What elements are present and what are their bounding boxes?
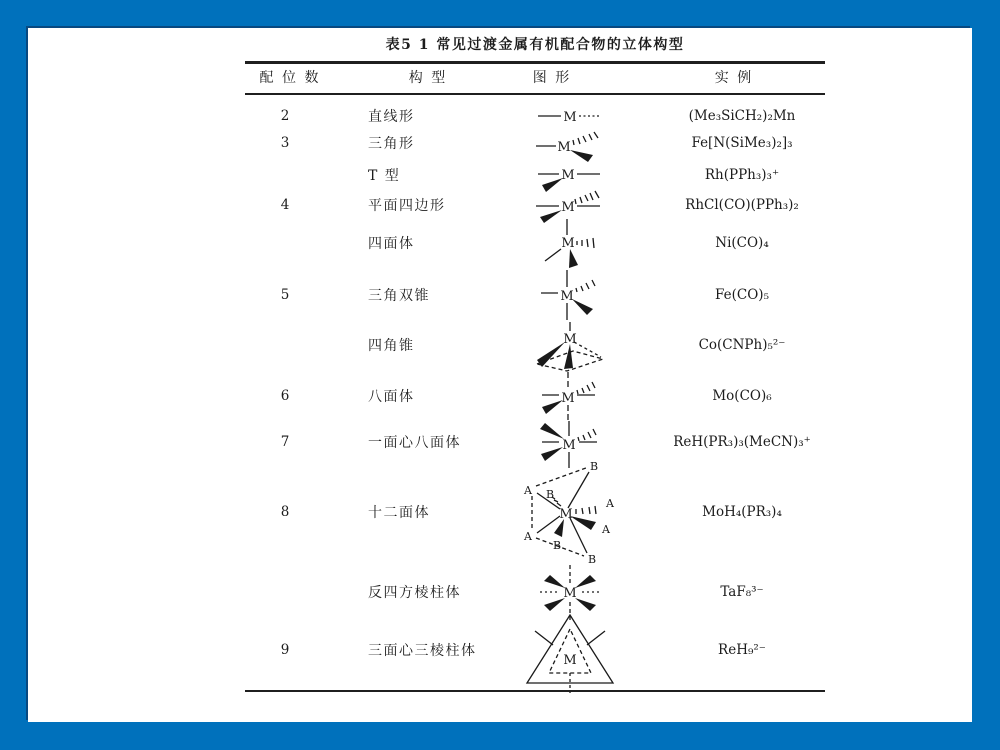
header-coordination-number: 配 位 数 bbox=[259, 70, 321, 86]
configuration-cell: 三角双锥 bbox=[368, 288, 430, 304]
example-cell: TaF₈³⁻ bbox=[720, 584, 764, 600]
svg-text:M: M bbox=[563, 332, 577, 347]
coordination-number-cell: 9 bbox=[280, 642, 290, 658]
coordination-number-cell: 8 bbox=[280, 504, 290, 520]
svg-text:M: M bbox=[563, 653, 577, 668]
configuration-cell: 四面体 bbox=[368, 236, 415, 252]
configuration-cell: 反四方棱柱体 bbox=[368, 585, 461, 601]
coordination-number-cell: 7 bbox=[280, 434, 290, 450]
example-cell: Rh(PPh₃)₃⁺ bbox=[704, 167, 780, 183]
scanned-page bbox=[28, 28, 972, 722]
svg-text:M: M bbox=[557, 140, 571, 155]
header-diagram: 图 形 bbox=[532, 70, 572, 86]
coordination-number-cell: 5 bbox=[280, 287, 290, 303]
coordination-number-cell: 3 bbox=[280, 135, 290, 151]
svg-text:M: M bbox=[561, 168, 575, 183]
svg-text:M: M bbox=[561, 200, 575, 215]
svg-text:M: M bbox=[560, 289, 574, 304]
svg-text:M: M bbox=[562, 438, 576, 453]
diagram-tricapped-trigonal-prism-icon bbox=[513, 607, 627, 697]
diagram-trigonal-bipyramid-icon bbox=[535, 264, 605, 326]
svg-text:B: B bbox=[589, 460, 599, 473]
example-cell: RhCl(CO)(PPh₃)₂ bbox=[685, 197, 799, 213]
diagram-tetrahedron-icon bbox=[535, 215, 605, 271]
diagram-dodecahedron-icon bbox=[504, 456, 636, 568]
svg-text:B: B bbox=[545, 488, 555, 501]
example-cell: (Me₃SiCH₂)₂Mn bbox=[688, 108, 796, 124]
configuration-cell: 一面心八面体 bbox=[368, 435, 461, 451]
svg-text:M: M bbox=[561, 236, 575, 251]
header-example: 实 例 bbox=[714, 70, 754, 86]
svg-text:M: M bbox=[559, 507, 573, 522]
configuration-cell: 三角形 bbox=[368, 136, 415, 152]
example-cell: ReH₉²⁻ bbox=[718, 642, 766, 658]
configuration-cell: 四角锥 bbox=[368, 338, 415, 354]
example-cell: Fe[N(SiMe₃)₂]₃ bbox=[691, 135, 793, 151]
configuration-cell: 八面体 bbox=[368, 389, 415, 405]
svg-text:A: A bbox=[606, 497, 614, 510]
svg-text:B: B bbox=[587, 553, 597, 566]
example-cell: Ni(CO)₄ bbox=[715, 235, 769, 251]
coordination-number-cell: 4 bbox=[280, 197, 290, 213]
table-title: 表5 1 常见过渡金属有机配合物的立体构型 bbox=[385, 37, 685, 53]
coordination-number-cell: 2 bbox=[280, 108, 290, 124]
example-cell: MoH₄(PR₃)₄ bbox=[702, 504, 782, 520]
svg-text:A: A bbox=[524, 530, 532, 543]
diagram-cell bbox=[535, 264, 605, 326]
header-configuration: 构 型 bbox=[408, 70, 448, 86]
diagram-cell bbox=[513, 607, 627, 697]
svg-text:M: M bbox=[561, 391, 575, 406]
svg-text:B: B bbox=[552, 539, 562, 552]
svg-text:A: A bbox=[602, 523, 610, 536]
example-cell: Fe(CO)₅ bbox=[715, 287, 769, 303]
svg-text:M: M bbox=[563, 586, 577, 601]
coordination-number-cell: 6 bbox=[280, 388, 290, 404]
svg-text:A: A bbox=[524, 484, 532, 497]
diagram-cell bbox=[535, 215, 605, 271]
configuration-cell: T 型 bbox=[368, 168, 401, 184]
configuration-cell: 直线形 bbox=[368, 109, 415, 125]
configuration-cell: 平面四边形 bbox=[368, 198, 446, 214]
example-cell: Co(CNPh)₅²⁻ bbox=[698, 337, 786, 353]
table-bottom-rule bbox=[245, 690, 825, 692]
table-top-rule bbox=[245, 61, 825, 64]
svg-text:M: M bbox=[563, 110, 577, 125]
configuration-cell: 十二面体 bbox=[368, 505, 430, 521]
configuration-cell: 三面心三棱柱体 bbox=[368, 643, 477, 659]
diagram-cell bbox=[504, 456, 636, 568]
example-cell: Mo(CO)₆ bbox=[712, 388, 772, 404]
example-cell: ReH(PR₃)₃(MeCN)₃⁺ bbox=[673, 434, 811, 450]
table-header-rule bbox=[245, 93, 825, 95]
